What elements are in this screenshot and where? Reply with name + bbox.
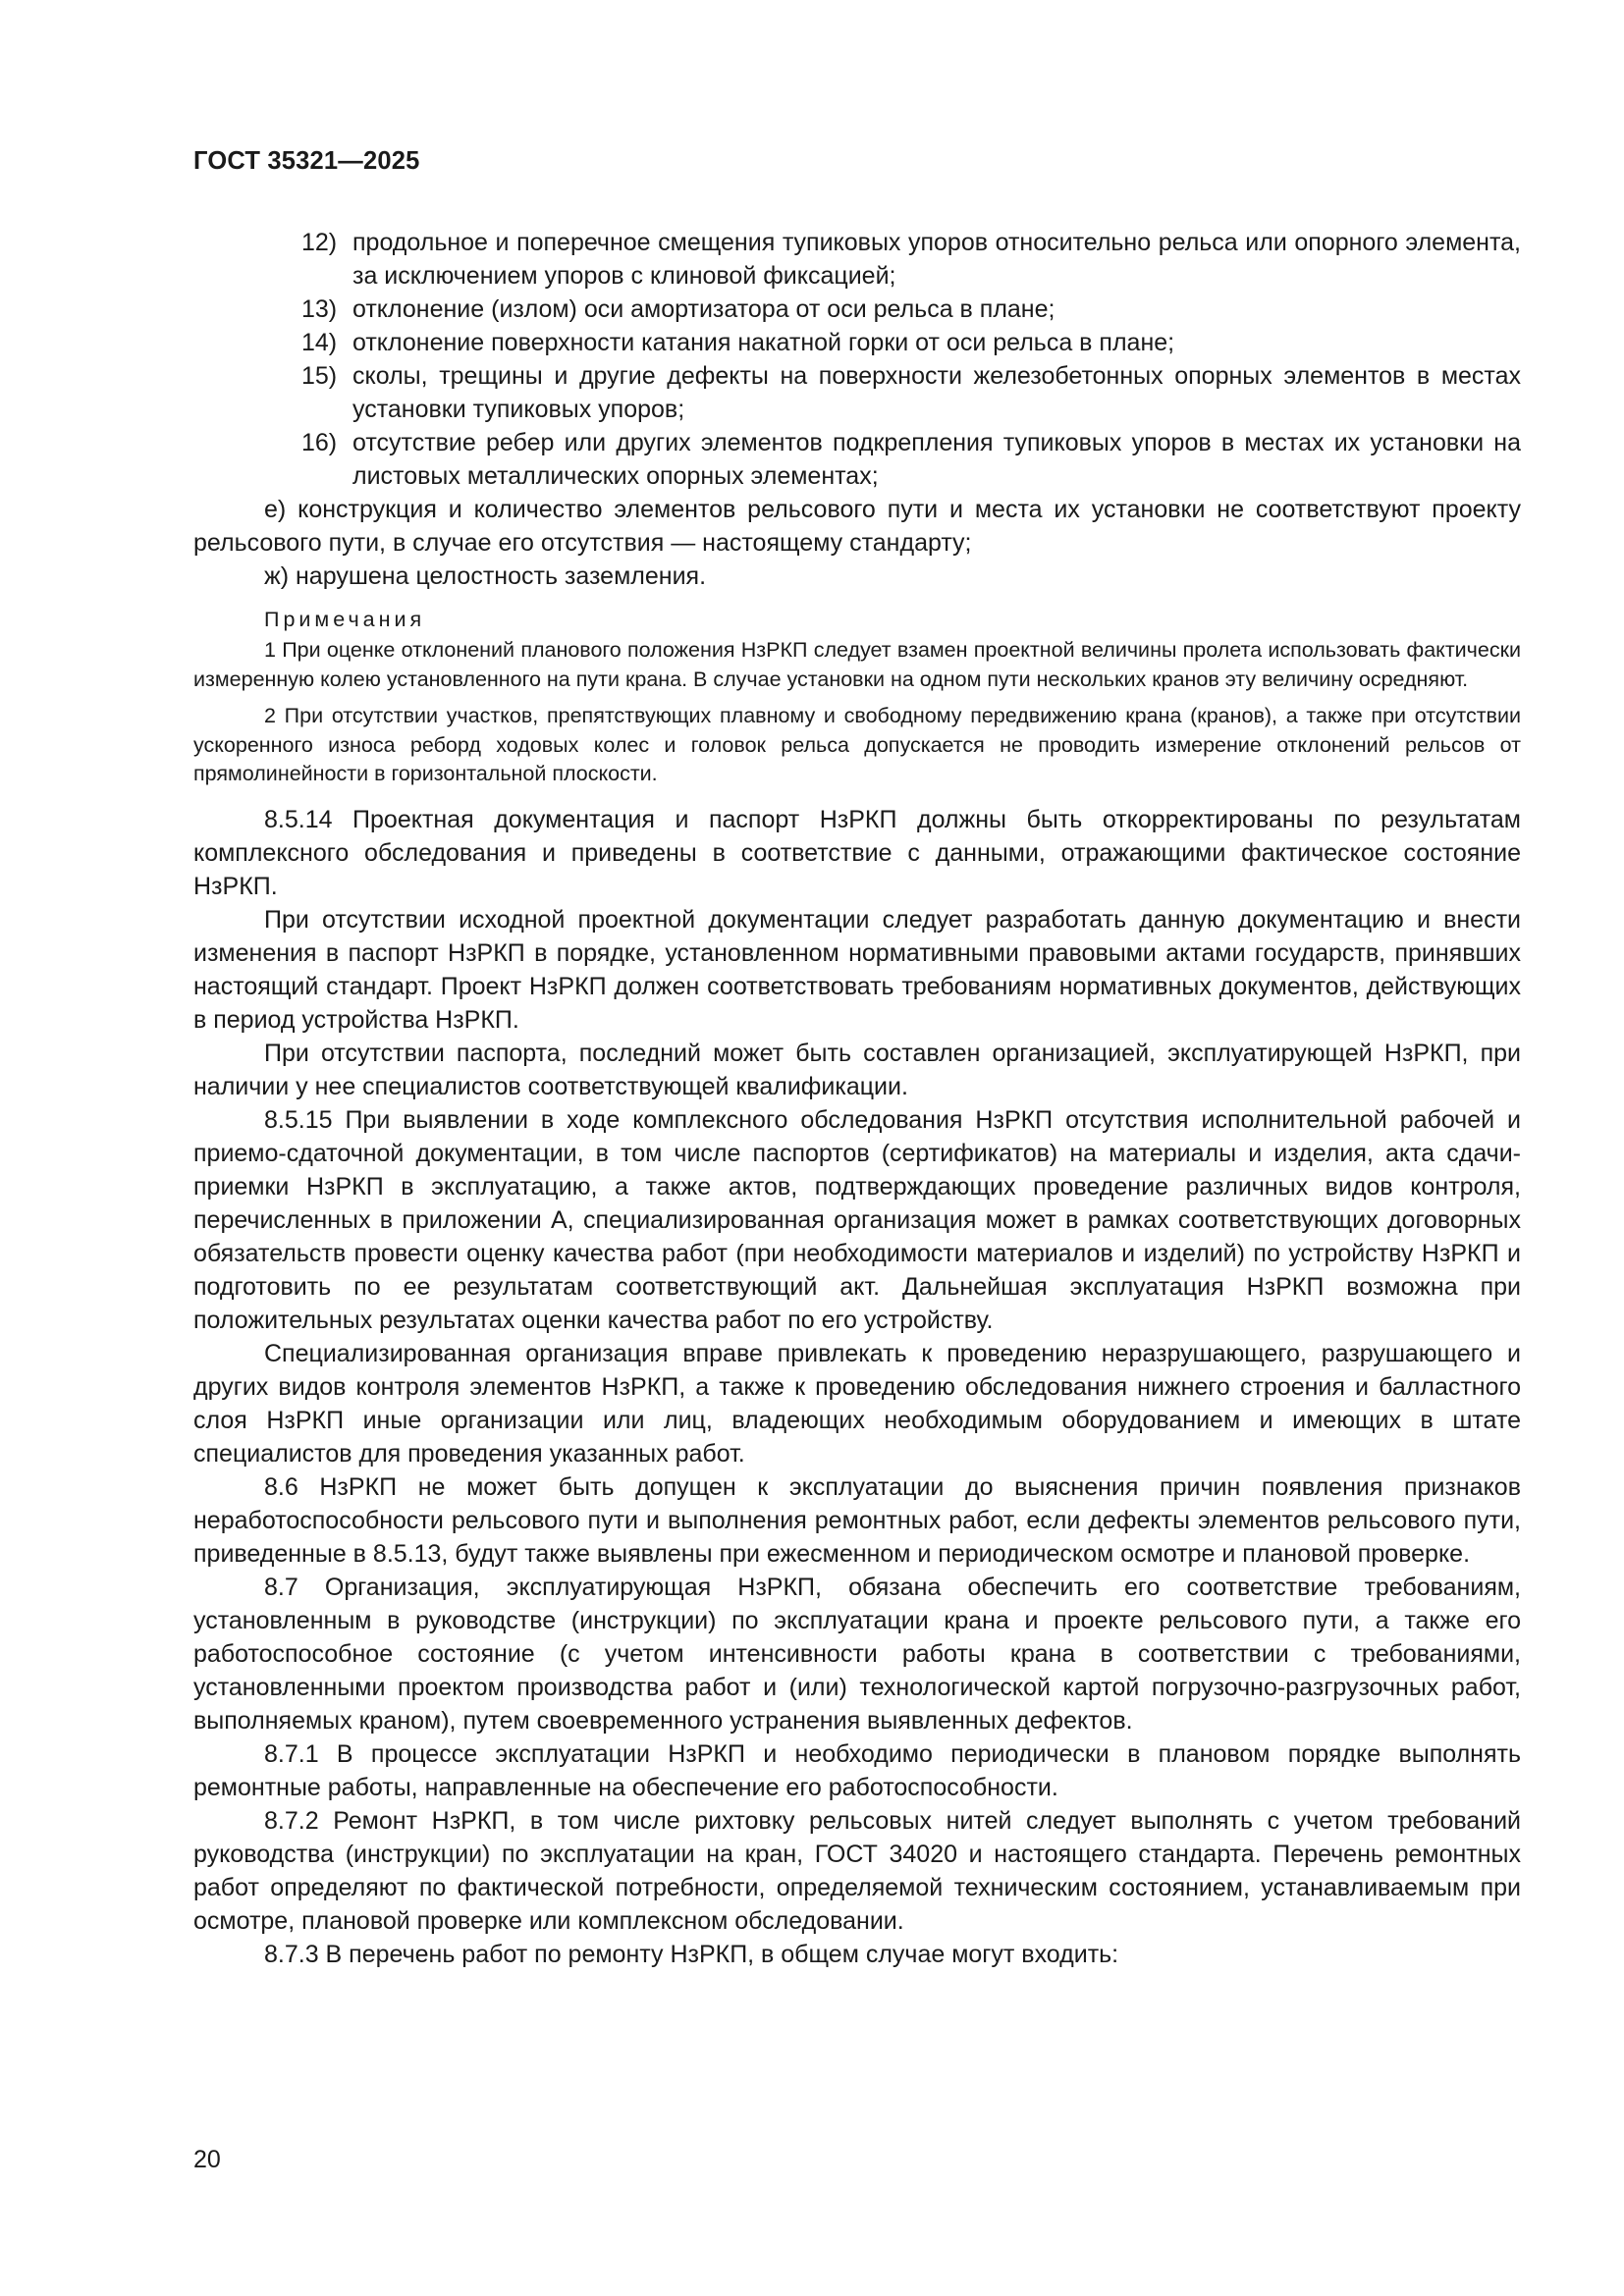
list-item bbox=[193, 426, 1521, 493]
paragraph: 8.5.14 Проектная документация и паспорт НзРКП должны быть откорректированы по результатам комплексного обследования и приведены в соответствие с данными, отражающими фактическое состояние НзРКП. bbox=[193, 805, 1521, 900]
list-item-text: продольное и поперечное смещения тупиковых упоров относительно рельса или опорного элемента, за исключением упоров с клиновой фиксацией; bbox=[352, 229, 1521, 290]
list-item bbox=[193, 226, 1521, 293]
list-item-number: 12) bbox=[301, 229, 338, 256]
paragraph: 8.7.2 Ремонт НзРКП, в том числе рихтовку рельсовых нитей следует выполнять с учетом требований руководства (инструкции) по эксплуатации на кран, ГОСТ 34020 и настоящего стандарта. Перечень ремонтных работ определяют по фактической потребности, определяемой техническим состоянием, устанавливаемым при осмотре, плановой проверке или комплексном обследовании. bbox=[193, 1806, 1521, 1935]
page-body bbox=[193, 226, 1521, 1971]
list-item-number: 14) bbox=[301, 329, 338, 356]
paragraph: Специализированная организация вправе привлекать к проведению неразрушающего, разрушающего и других видов контроля элементов НзРКП, а также к проведению обследования нижнего строения и балластного слоя НзРКП иные организации или лиц, владеющих необходимым оборудованием и имеющих в штате специалистов для проведения указанных работ. bbox=[193, 1339, 1521, 1468]
paragraph: При отсутствии паспорта, последний может быть составлен организацией, эксплуатирующей НзРКП, при наличии у нее специалистов соответствующей квалификации. bbox=[193, 1039, 1521, 1100]
paragraph: 8.7.1 В процессе эксплуатации НзРКП и необходимо периодически в плановом порядке выполнять ремонтные работы, направленные на обеспечение его работоспособности. bbox=[193, 1739, 1521, 1801]
document-code-header: ГОСТ 35321—2025 bbox=[193, 147, 420, 175]
list-item-number: 13) bbox=[301, 295, 338, 323]
paragraph: 8.7.3 В перечень работ по ремонту НзРКП, в общем случае могут входить: bbox=[264, 1940, 1119, 1968]
paragraph: 8.5.15 При выявлении в ходе комплексного обследования НзРКП отсутствия исполнительной рабочей и приемо-сдаточной документации, в том числе паспортов (сертификатов) на материалы и изделия, акта сдачи-приемки НзРКП в эксплуатацию, а также актов, подтверждающих проведение различных видов контроля, перечисленных в приложении А, специализированная организация может в рамках соответствующих договорных обязательств провести оценку качества работ (при необходимости материалов и изделий) по устройству НзРКП и подготовить по ее результатам соответствующий акт. Дальнейшая эксплуатация НзРКП возможна при положительных результатах оценки качества работ по его устройству. bbox=[193, 1105, 1521, 1334]
note-item: 1 При оценке отклонений планового положения НзРКП следует взамен проектной величины пролета использовать фактически измеренную колею установленного на пути крана. В случае установки на одном пути нескольких кранов эту величину осредняют. bbox=[193, 638, 1521, 691]
page-number: 20 bbox=[193, 2146, 221, 2173]
list-item-number: 16) bbox=[301, 429, 338, 456]
paragraph: При отсутствии исходной проектной документации следует разработать данную документацию и внести изменения в паспорт НзРКП в порядке, установленном нормативными правовыми актами государств, принявших настоящий стандарт. Проект НзРКП должен соответствовать требованиям нормативных документов, действующих в период устройства НзРКП. bbox=[193, 905, 1521, 1034]
list-item bbox=[193, 326, 1521, 359]
list-item-text: отсутствие ребер или других элементов подкрепления тупиковых упоров в местах их установки на листовых металлических опорных элементах; bbox=[352, 429, 1521, 490]
letter-list-item: ж) нарушена целостность заземления. bbox=[264, 562, 707, 590]
list-item bbox=[193, 359, 1521, 426]
letter-list-item: е) конструкция и количество элементов рельсового пути и места их установки не соответствуют проекту рельсового пути, в случае его отсутствия — настоящему стандарту; bbox=[193, 496, 1521, 557]
list-item bbox=[193, 293, 1521, 326]
paragraph: 8.7 Организация, эксплуатирующая НзРКП, обязана обеспечить его соответствие требованиям, установленным в руководстве (инструкции) по эксплуатации крана и проекте рельсового пути, а также его работоспособное состояние (с учетом интенсивности работы крана в соответствии с требованиями, установленными проектом производства работ и (или) технологической картой погрузочно-разгрузочных работ, выполняемых краном), путем своевременного устранения выявленных дефектов. bbox=[193, 1573, 1521, 1735]
notes-heading: Примечания bbox=[264, 608, 426, 631]
list-item-text: сколы, трещины и другие дефекты на поверхности железобетонных опорных элементов в местах установки тупиковых упоров; bbox=[352, 362, 1521, 423]
paragraph: 8.6 НзРКП не может быть допущен к эксплуатации до выяснения причин появления признаков неработоспособности рельсового пути и выполнения ремонтных работ, если дефекты элементов рельсового пути, приведенные в 8.5.13, будут также выявлены при ежесменном и периодическом осмотре и плановой проверке. bbox=[193, 1472, 1521, 1568]
list-item-text: отклонение (излом) оси амортизатора от оси рельса в плане; bbox=[352, 295, 1056, 323]
list-item-text: отклонение поверхности катания накатной горки от оси рельса в плане; bbox=[352, 329, 1175, 356]
note-item: 2 При отсутствии участков, препятствующих плавному и свободному передвижению крана (кранов), а также при отсутствии ускоренного износа реборд ходовых колес и головок рельса допускается не проводить измерение отклонений рельсов от прямолинейности в горизонтальной плоскости. bbox=[193, 704, 1521, 785]
list-item-number: 15) bbox=[301, 362, 338, 390]
